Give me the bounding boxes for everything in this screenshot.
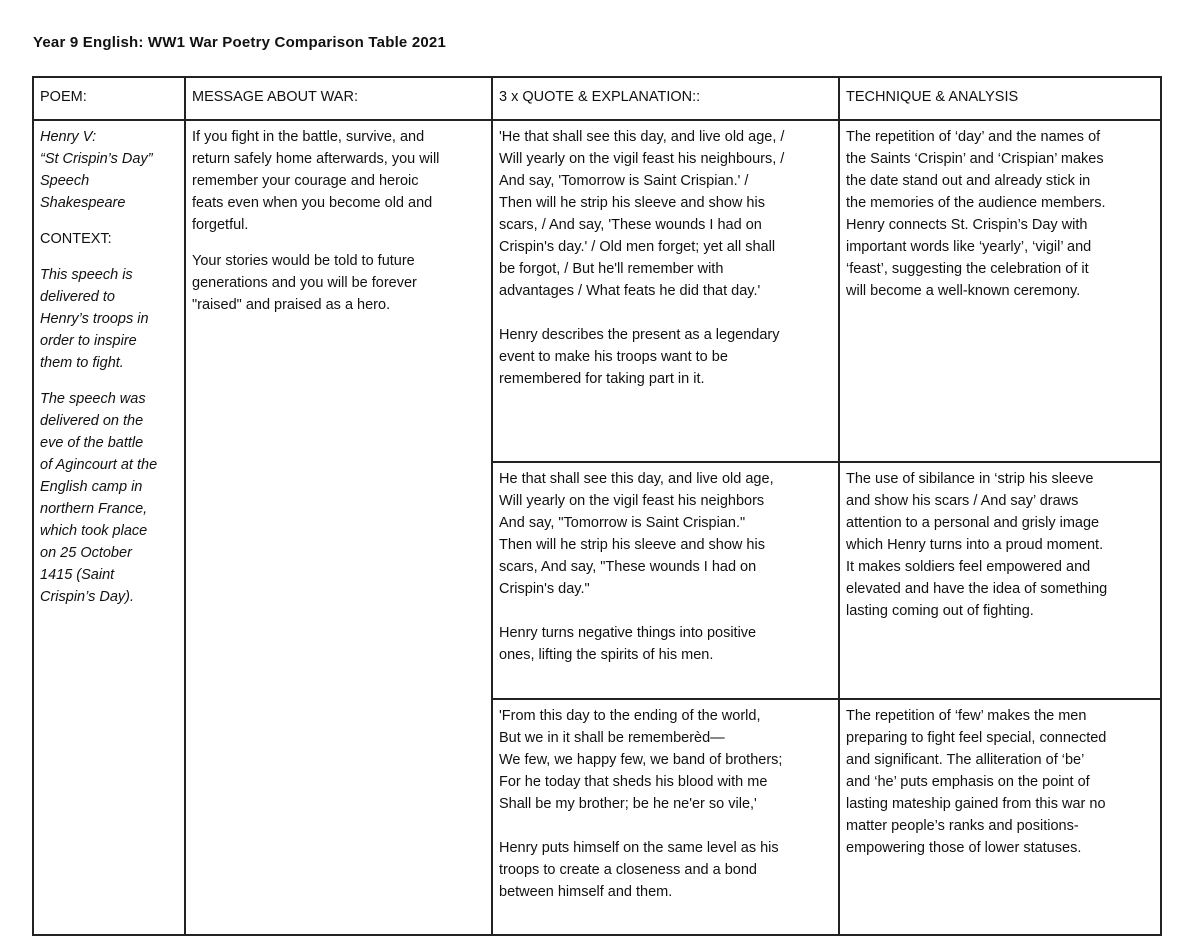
message-cell: [185, 120, 492, 935]
quote-text: [499, 468, 832, 600]
quote-line: Then will he strip his sleeve and show his: [499, 195, 765, 211]
quote-line: advantages / What feats he did that day.': [499, 283, 761, 299]
poem-cell: [33, 120, 185, 935]
table-row: [33, 120, 1161, 462]
context-line: 1415 (Saint: [40, 567, 115, 583]
header-technique: TECHNIQUE & ANALYSIS: [839, 77, 1161, 120]
context-line: Henry’s troops in: [40, 311, 149, 327]
document-title: Year 9 English: WW1 War Poetry Comparison Table 2021: [33, 34, 447, 51]
quote-text: [499, 126, 832, 302]
technique-line: will become a well-known ceremony.: [846, 283, 1081, 299]
context-line: delivered to: [40, 289, 115, 305]
quote-line: 'He that shall see this day, and live old age, /: [499, 129, 785, 145]
context-line: order to inspire: [40, 333, 137, 349]
context-label: CONTEXT:: [40, 231, 112, 247]
context-paragraph: [40, 264, 178, 374]
message-line: generations and you will be forever: [192, 275, 417, 291]
quote-line: And say, "Tomorrow is Saint Crispian.": [499, 515, 746, 531]
technique-line: important words like ‘yearly’, ‘vigil’ and: [846, 239, 1092, 255]
quote-cell: [492, 462, 839, 699]
message-line: Your stories would be told to future: [192, 253, 415, 269]
context-line: which took place: [40, 523, 148, 539]
message-line: "raised" and praised as a hero.: [192, 297, 391, 313]
quote-cell: [492, 699, 839, 935]
poem-title-line: Henry V:: [40, 129, 97, 145]
explanation-line: troops to create a closeness and a bond: [499, 862, 757, 878]
poem-title-line: Shakespeare: [40, 195, 126, 211]
explanation-line: between himself and them.: [499, 884, 673, 900]
technique-cell: [839, 699, 1161, 935]
technique-line: and significant. The alliteration of ‘be’: [846, 752, 1085, 768]
technique-line: It makes soldiers feel empowered and: [846, 559, 1091, 575]
technique-line: which Henry turns into a proud moment.: [846, 537, 1104, 553]
quote-line: And say, 'Tomorrow is Saint Crispian.' /: [499, 173, 749, 189]
quote-line: be forgot, / But he'll remember with: [499, 261, 724, 277]
explanation-line: ones, lifting the spirits of his men.: [499, 647, 714, 663]
explanation-line: event to make his troops want to be: [499, 349, 728, 365]
comparison-table: [32, 76, 1162, 936]
quote-line: Crispin's day.": [499, 581, 590, 597]
message-line: forgetful.: [192, 217, 249, 233]
quote-line: 'From this day to the ending of the world,: [499, 708, 761, 724]
technique-line: lasting coming out of fighting.: [846, 603, 1034, 619]
context-line: English camp in: [40, 479, 143, 495]
technique-cell: [839, 462, 1161, 699]
header-message: MESSAGE ABOUT WAR:: [185, 77, 492, 120]
technique-cell: [839, 120, 1161, 462]
technique-line: the memories of the audience members.: [846, 195, 1106, 211]
technique-line: Henry connects St. Crispin’s Day with: [846, 217, 1088, 233]
context-line: The speech was: [40, 391, 146, 407]
message-line: remember your courage and heroic: [192, 173, 419, 189]
header-row: [33, 77, 1161, 120]
quote-line: He that shall see this day, and live old age,: [499, 471, 774, 487]
message-paragraph: [192, 250, 485, 316]
technique-line: elevated and have the idea of something: [846, 581, 1108, 597]
message-paragraph: [192, 126, 485, 236]
quote-line: Will yearly on the vigil feast his neighbors: [499, 493, 765, 509]
quote-explanation: [499, 837, 832, 903]
quote-line: Crispin's day.' / Old men forget; yet all shall: [499, 239, 776, 255]
context-line: of Agincourt at the: [40, 457, 158, 473]
technique-line: The repetition of ‘few’ makes the men: [846, 708, 1087, 724]
context-line: eve of the battle: [40, 435, 144, 451]
quote-line: Then will he strip his sleeve and show his: [499, 537, 765, 553]
technique-line: empowering those of lower statuses.: [846, 840, 1082, 856]
quote-explanation: [499, 324, 832, 390]
message-line: If you fight in the battle, survive, and: [192, 129, 425, 145]
technique-line: preparing to fight feel special, connected: [846, 730, 1107, 746]
message-line: return safely home afterwards, you will: [192, 151, 440, 167]
context-line: northern France,: [40, 501, 148, 517]
technique-line: matter people’s ranks and positions-: [846, 818, 1079, 834]
technique-line: ‘feast’, suggesting the celebration of it: [846, 261, 1089, 277]
explanation-line: Henry puts himself on the same level as his: [499, 840, 779, 856]
technique-line: The repetition of ‘day’ and the names of: [846, 129, 1101, 145]
context-line: This speech is: [40, 267, 133, 283]
explanation-line: Henry turns negative things into positive: [499, 625, 757, 641]
quote-cell: [492, 120, 839, 462]
explanation-line: Henry describes the present as a legendary: [499, 327, 780, 343]
quote-line: Shall be my brother; be he ne'er so vile,': [499, 796, 757, 812]
quote-line: scars, / And say, 'These wounds I had on: [499, 217, 762, 233]
quote-line: But we in it shall be rememberèd—: [499, 730, 725, 746]
quote-explanation: [499, 622, 832, 666]
technique-line: and ‘he’ puts emphasis on the point of: [846, 774, 1090, 790]
quote-line: Will yearly on the vigil feast his neighbours, /: [499, 151, 785, 167]
quote-line: For he today that sheds his blood with me: [499, 774, 768, 790]
context-line: on 25 October: [40, 545, 132, 561]
explanation-line: remembered for taking part in it.: [499, 371, 705, 387]
context-line: Crispin’s Day).: [40, 589, 135, 605]
quote-text: [499, 705, 832, 815]
technique-line: attention to a personal and grisly image: [846, 515, 1100, 531]
message-line: feats even when you become old and: [192, 195, 433, 211]
header-poem: POEM:: [33, 77, 185, 120]
quote-line: scars, And say, "These wounds I had on: [499, 559, 757, 575]
technique-line: lasting mateship gained from this war no: [846, 796, 1106, 812]
header-quote: 3 x QUOTE & EXPLANATION::: [492, 77, 839, 120]
technique-line: the Saints ‘Crispin’ and ‘Crispian’ makes: [846, 151, 1104, 167]
context-paragraph: [40, 388, 178, 608]
technique-line: the date stand out and already stick in: [846, 173, 1091, 189]
quote-line: We few, we happy few, we band of brothers;: [499, 752, 783, 768]
poem-title-line: Speech: [40, 173, 90, 189]
technique-line: and show his scars / And say’ draws: [846, 493, 1079, 509]
context-line: delivered on the: [40, 413, 144, 429]
context-line: them to fight.: [40, 355, 124, 371]
technique-line: The use of sibilance in ‘strip his sleeve: [846, 471, 1094, 487]
poem-title: [40, 126, 178, 214]
poem-title-line: “St Crispin’s Day”: [40, 151, 153, 167]
